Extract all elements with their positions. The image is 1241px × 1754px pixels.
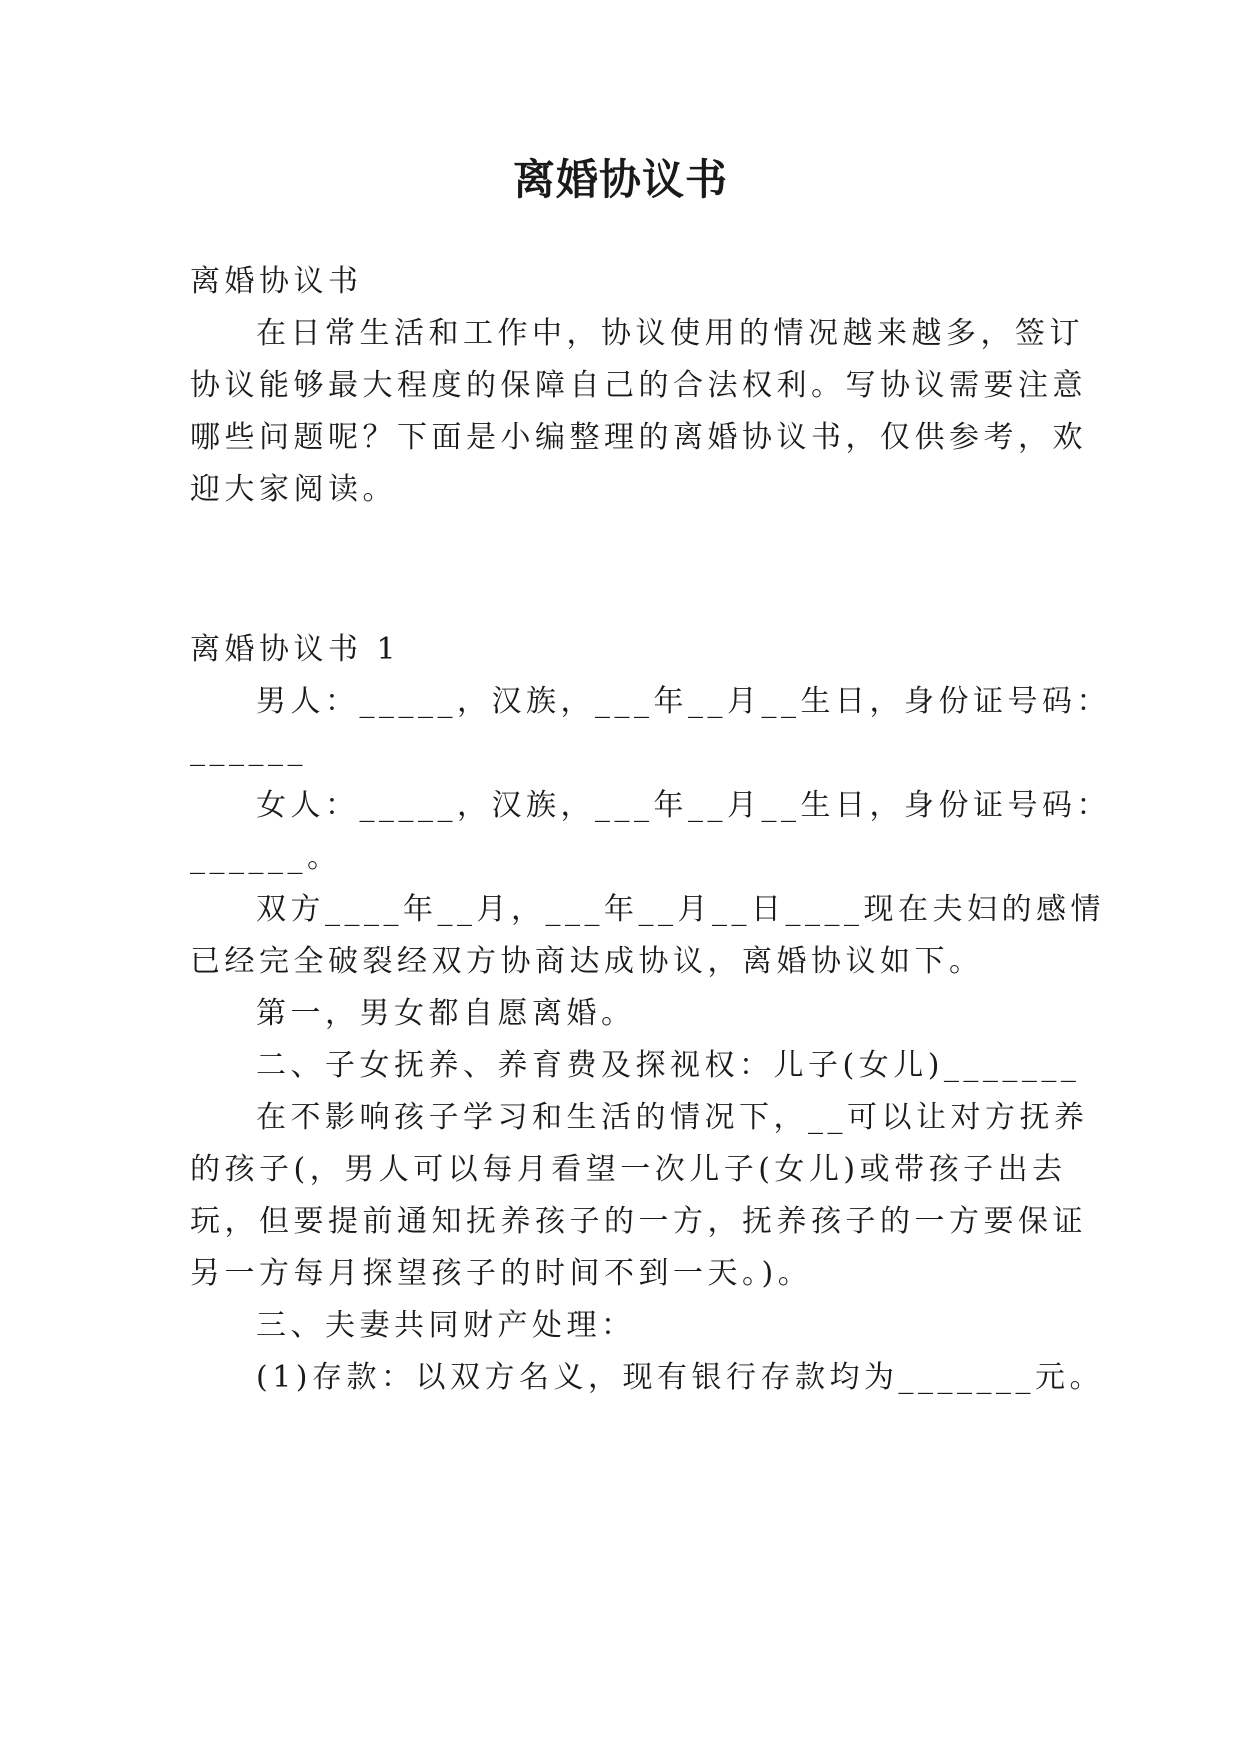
female-line-1: 女人：_____，汉族，___年__月__生日，身份证号码： <box>256 788 1111 823</box>
document-subtitle: 离婚协议书 <box>190 264 363 299</box>
section1-heading: 离婚协议书 1 <box>190 632 401 667</box>
intro-line-1: 在日常生活和工作中，协议使用的情况越来越多，签订 <box>256 316 1084 351</box>
male-line-1: 男人：_____，汉族，___年__月__生日，身份证号码： <box>256 684 1111 719</box>
clause-2-detail-3: 玩，但要提前通知抚养孩子的一方，抚养孩子的一方要保证 <box>190 1204 1087 1239</box>
clause-3-item-1: (1)存款：以双方名义，现有银行存款均为_______元。 <box>256 1360 1104 1395</box>
clause-2-detail-1: 在不影响孩子学习和生活的情况下，__可以让对方抚养 <box>256 1100 1089 1135</box>
clause-3: 三、夫妻共同财产处理： <box>256 1308 636 1343</box>
intro-line-3: 哪些问题呢？下面是小编整理的离婚协议书，仅供参考，欢 <box>190 420 1087 455</box>
clause-1: 第一，男女都自愿离婚。 <box>256 996 636 1031</box>
document-title: 离婚协议书 <box>512 155 728 204</box>
clause-2-detail-4: 另一方每月探望孩子的时间不到一天。)。 <box>190 1256 813 1291</box>
clause-2-detail-2: 的孩子(，男人可以每月看望一次儿子(女儿)或带孩子出去 <box>190 1152 1067 1187</box>
female-line-2: ______。 <box>190 840 342 875</box>
clause-2: 二、子女抚养、养育费及探视权：儿子(女儿)_______ <box>256 1048 1081 1083</box>
both-line-1: 双方____年__月，___年__月__日____现在夫妇的感情 <box>256 892 1105 927</box>
intro-line-4: 迎大家阅读。 <box>190 472 397 507</box>
intro-line-2: 协议能够最大程度的保障自己的合法权利。写协议需要注意 <box>190 368 1087 403</box>
male-line-2: ______ <box>190 732 307 767</box>
both-line-2: 已经完全破裂经双方协商达成协议，离婚协议如下。 <box>190 944 984 979</box>
